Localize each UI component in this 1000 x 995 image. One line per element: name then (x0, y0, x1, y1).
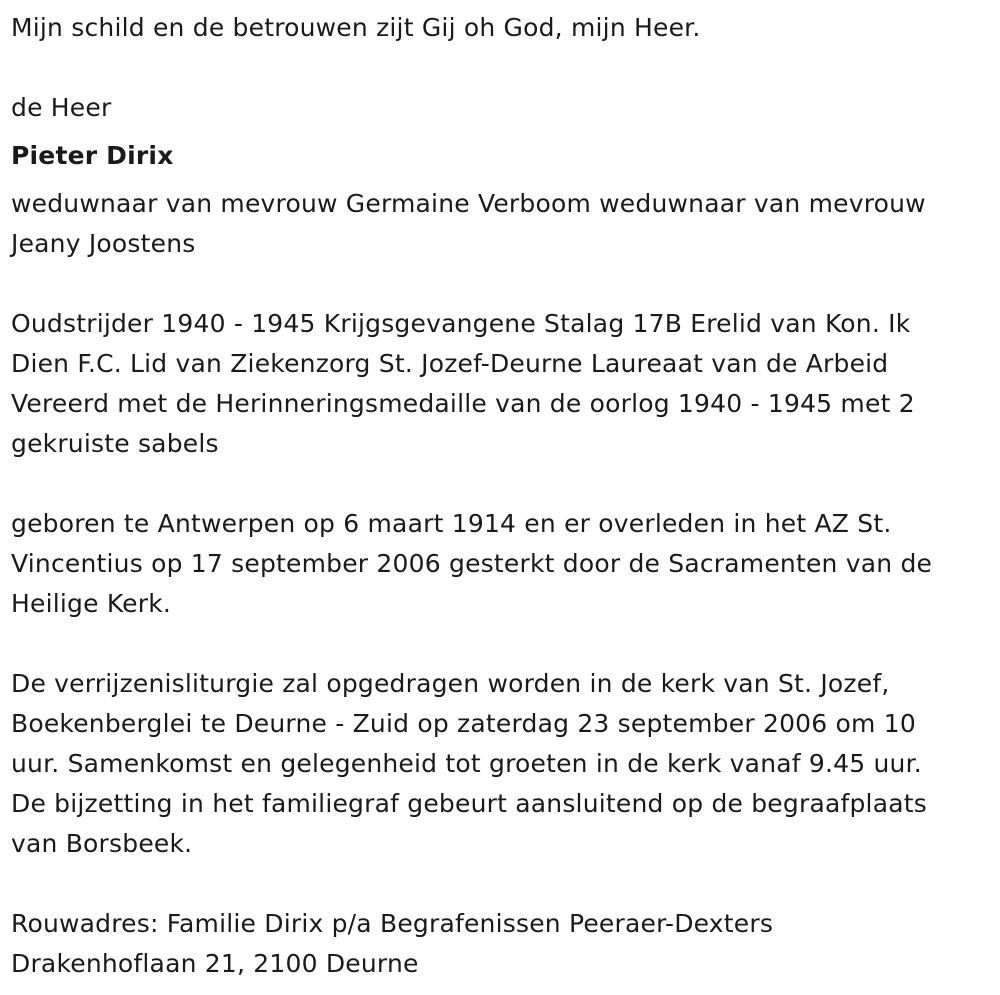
service-line: De verrijzenisliturgie zal opgedragen worden in de kerk van St. Jozef, (11, 669, 890, 698)
service-line: van Borsbeek. (11, 829, 193, 858)
widower-paragraph (11, 184, 990, 264)
spacer (11, 48, 990, 88)
address-line: Rouwadres: Familie Dirix p/a Begrafenissen Peeraer-Dexters (11, 909, 774, 938)
spacer (11, 864, 990, 904)
honors-paragraph (11, 304, 990, 464)
service-line: Boekenberglei te Deurne - Zuid op zaterdag 23 september 2006 om 10 (11, 709, 916, 738)
spacer (11, 176, 990, 184)
birth-death-line: Vincentius op 17 september 2006 gesterkt door de Sacramenten van de (11, 549, 933, 578)
service-line: De bijzetting in het familiegraf gebeurt aansluitend op de begraafplaats (11, 789, 927, 818)
deceased-name: Pieter Dirix (11, 141, 174, 170)
salutation: de Heer (11, 93, 112, 122)
spacer (11, 128, 990, 136)
address-paragraph (11, 904, 990, 984)
verse-line: Mijn schild en de betrouwen zijt Gij oh God, mijn Heer. (11, 13, 701, 42)
address-line: Drakenhoflaan 21, 2100 Deurne (11, 949, 419, 978)
honors-line: Oudstrijder 1940 - 1945 Krijgsgevangene Stalag 17B Erelid van Kon. Ik (11, 309, 911, 338)
service-paragraph (11, 664, 990, 864)
widower-line: weduwnaar van mevrouw Germaine Verboom weduwnaar van mevrouw (11, 189, 926, 218)
honors-line: Vereerd met de Herinneringsmedaille van de oorlog 1940 - 1945 met 2 (11, 389, 915, 418)
birth-death-paragraph (11, 504, 990, 624)
widower-line: Jeany Joostens (11, 229, 196, 258)
spacer (11, 264, 990, 304)
spacer (11, 464, 990, 504)
honors-line: Dien F.C. Lid van Ziekenzorg St. Jozef-Deurne Laureaat van de Arbeid (11, 349, 889, 378)
spacer (11, 624, 990, 664)
service-line: uur. Samenkomst en gelegenheid tot groeten in de kerk vanaf 9.45 uur. (11, 749, 922, 778)
birth-death-line: geboren te Antwerpen op 6 maart 1914 en er overleden in het AZ St. (11, 509, 892, 538)
honors-line: gekruiste sabels (11, 429, 219, 458)
birth-death-line: Heilige Kerk. (11, 589, 172, 618)
